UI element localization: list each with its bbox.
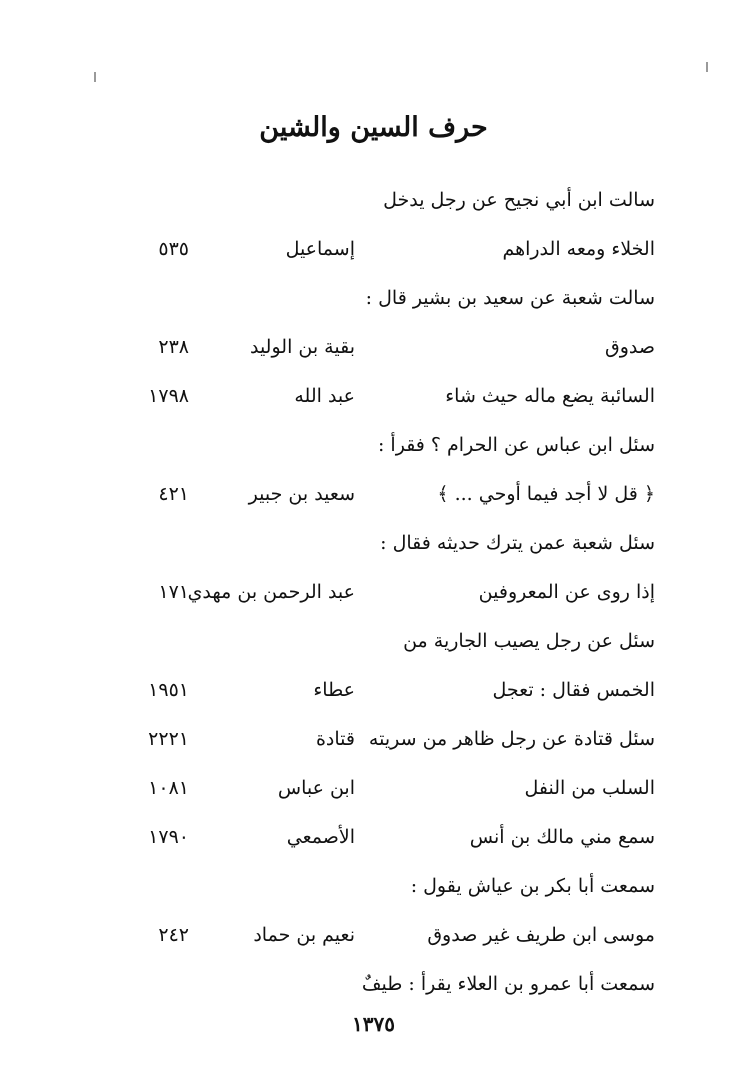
entry-narrator: ابن عباس bbox=[277, 777, 355, 799]
entry-narrator: قتادة bbox=[315, 728, 355, 750]
index-row bbox=[0, 374, 747, 423]
entry-text: سمعت أبا بكر بن عياش يقول : bbox=[410, 875, 655, 897]
entry-narrator: الأصمعي bbox=[286, 826, 355, 848]
entry-text: ﴿ قل لا أجد فيما أوحي ... ﴾ bbox=[437, 483, 655, 505]
index-row bbox=[0, 864, 747, 913]
entry-text: إذا روى عن المعروفين bbox=[478, 581, 655, 603]
entry-number: ١٩٥١ bbox=[148, 679, 189, 701]
entry-number: ٥٣٥ bbox=[158, 238, 189, 260]
index-row bbox=[0, 570, 747, 619]
entry-text: سالت شعبة عن سعيد بن بشير قال : bbox=[365, 287, 655, 309]
margin-mark-right bbox=[706, 62, 708, 72]
entry-number: ٢٤٢ bbox=[158, 924, 189, 946]
entry-text: سمعت أبا عمرو بن العلاء يقرأ : طيفٌ bbox=[361, 973, 655, 995]
index-row bbox=[0, 325, 747, 374]
entry-narrator: عبد الرحمن بن مهدي bbox=[187, 581, 355, 603]
entry-text: سئل عن رجل يصيب الجارية من bbox=[403, 630, 655, 652]
index-row bbox=[0, 276, 747, 325]
index-row bbox=[0, 423, 747, 472]
index-row bbox=[0, 668, 747, 717]
entry-text: الخمس فقال : تعجل bbox=[492, 679, 655, 701]
index-row bbox=[0, 227, 747, 276]
entry-text: سالت ابن أبي نجيح عن رجل يدخل bbox=[383, 189, 655, 211]
index-row bbox=[0, 619, 747, 668]
index-row bbox=[0, 178, 747, 227]
entry-text: صدوق bbox=[604, 336, 655, 358]
margin-mark-top-left bbox=[94, 72, 96, 82]
entry-narrator: نعيم بن حماد bbox=[253, 924, 355, 946]
entry-number: ١٧٩٠ bbox=[148, 826, 189, 848]
entry-text: سمع مني مالك بن أنس bbox=[469, 826, 655, 848]
entry-number: ١٧٩٨ bbox=[148, 385, 189, 407]
entry-text: الخلاء ومعه الدراهم bbox=[502, 238, 655, 260]
entry-narrator: إسماعيل bbox=[285, 238, 355, 260]
entry-text: سئل ابن عباس عن الحرام ؟ فقرأ : bbox=[377, 434, 655, 456]
entry-number: ٢٢٢١ bbox=[148, 728, 189, 750]
entry-narrator: سعيد بن جبير bbox=[248, 483, 355, 505]
index-row bbox=[0, 717, 747, 766]
entry-number: ٢٣٨ bbox=[158, 336, 189, 358]
index-row bbox=[0, 766, 747, 815]
page-number: ١٣٧٥ bbox=[352, 1012, 395, 1036]
index-row bbox=[0, 913, 747, 962]
entry-text: سئل قتادة عن رجل ظاهر من سريته bbox=[368, 728, 655, 750]
index-entries bbox=[0, 178, 747, 1011]
section-title: حرف السين والشين bbox=[259, 112, 488, 143]
entry-number: ١٧١ bbox=[158, 581, 189, 603]
entry-text: سئل شعبة عمن يترك حديثه فقال : bbox=[380, 532, 655, 554]
index-row bbox=[0, 521, 747, 570]
entry-narrator: عبد الله bbox=[294, 385, 355, 407]
entry-number: ١٠٨١ bbox=[148, 777, 189, 799]
entry-narrator: بقية بن الوليد bbox=[249, 336, 355, 358]
entry-text: السلب من النفل bbox=[524, 777, 655, 799]
index-row bbox=[0, 962, 747, 1011]
entry-text: موسى ابن طريف غير صدوق bbox=[427, 924, 655, 946]
entry-number: ٤٢١ bbox=[158, 483, 189, 505]
entry-narrator: عطاء bbox=[313, 679, 355, 701]
index-row bbox=[0, 472, 747, 521]
entry-text: السائبة يضع ماله حيث شاء bbox=[445, 385, 655, 407]
index-row bbox=[0, 815, 747, 864]
